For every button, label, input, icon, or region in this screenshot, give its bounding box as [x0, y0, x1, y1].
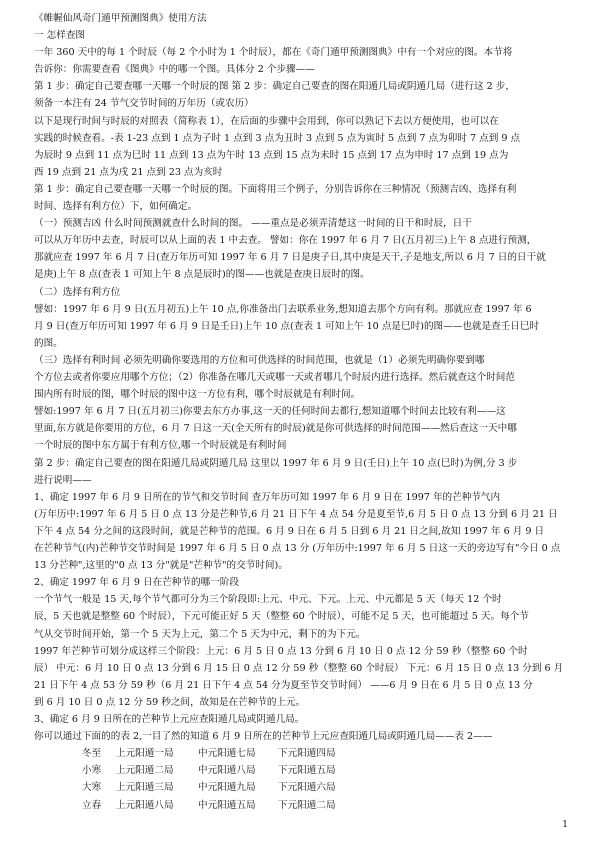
- text-line: 一年 360 天中的每 1 个时辰（每 2 个小时为 1 个时辰），都在《奇门遁甲预测图典》中有一个对应的图。本节将: [34, 47, 513, 59]
- text-line: 到 6 月 10 日 0 点 12 分 59 秒之间，故知是在芒种节的上元。: [34, 696, 306, 708]
- text-line: 21 日下午 4 点 53 分 59 秒（6 月 21 日下午 4 点 54 分为夏至节交节时间） ——6 月 9 日在 6 月 5 日 0 点 13 分: [34, 679, 533, 691]
- text-line: 1、确定 1997 年 6 月 9 日所在的节气和交节时间 查万年历可知 1997 年 6 月 9 日在 1997 年的芒种节气内: [34, 491, 501, 503]
- text-line: 一个节气一般是 15 天,每个节气都可分为三个阶段即:上元、中元、下元。上元、中元都是 5 天（每天 12 个时: [34, 594, 502, 606]
- text-line: 围内所有时辰的图，哪个时辰的图中这一方位有利，哪个时辰就是有利时间。: [34, 389, 361, 401]
- text-line: 以下是现行时间与时辰的对照表（简称表 1），在后面的步骤中会用到，你可以熟记下去以方便使用，也可以在: [34, 115, 499, 127]
- text-line: 辰，5 天也就是整整 60 个时辰），下元可能正好 5 天（整整 60 个时辰），可能不足 5 天，也可能超过 5 天。每个节: [34, 611, 529, 623]
- table-cell-ju: 上元阳遁三局: [116, 782, 174, 794]
- table-cell-ju: 下元阳遁六局: [278, 782, 336, 794]
- table-cell-ju: 中元阳遁五局: [198, 799, 256, 811]
- table-cell-jieqi: 冬至: [82, 748, 102, 760]
- text-line: 下午 4 点 54 分之间的这段时间，就是芒种节的范围。6 月 9 日在 6 月 5 日到 6 月 21 日之间,故知 1997 年 6 月 9 日: [34, 525, 545, 537]
- text-line: 时间、选择有利方位）下，如何确定。: [34, 201, 198, 212]
- table-cell-ju: 上元阳遁一局: [116, 748, 174, 760]
- text-line: 月 9 日(查万年历可知 1997 年 6 月 9 日是壬日)上午 10 点(查表 1 可知上午 10 点是巳时)的图——也就是查壬日巳时: [34, 320, 540, 332]
- table-cell-ju: 中元阳遁八局: [198, 765, 256, 777]
- text-line: (万年历中:1997 年 6 月 5 日 0 点 13 分是芒种节,6 月 21 日下午 4 点 54 分是夏至节,6 月 5 日 0 点 13 分到 6 月 21 日: [34, 508, 558, 520]
- text-line: 在芒种节气(内)芒种节交节时间是 1997 年 6 月 5 日 0 点 13 分 (万年历中:1997 年 6 月 5 日这一天的旁边写有"今日 0 点: [34, 543, 561, 554]
- document-title: 《帷幄仙风奇门遁甲预测图典》使用方法: [34, 13, 207, 24]
- text-line: 3、确定 6 月 9 日所在的芒种节上元应查阳遁几局或阴遁几局。: [34, 714, 305, 725]
- table-cell-ju: 上元阳遁八局: [116, 799, 174, 811]
- text-line: 2、确定 1997 年 6 月 9 日在芒种节的哪一阶段: [34, 577, 239, 589]
- text-line: 是庚)上午 8 点(查表 1 可知上午 8 点是辰时)的图——也就是查庚日辰时的图。: [34, 269, 370, 281]
- table-cell-ju: 下元阳遁四局: [278, 748, 336, 760]
- table-cell-ju: 下元阳遁五局: [278, 765, 336, 777]
- text-line: 可以从万年历中去查，时辰可以从上面的表 1 中去查。 譬如：你在 1997 年 6 月 7 日(五月初三)上午 8 点进行预测，: [34, 235, 537, 247]
- text-line: （一）预测吉凶 什么时间预测就查什么时间的图。 ——重点是必须弄清楚这一时间的日干和时辰，日干: [34, 218, 472, 230]
- text-line: 第 1 步：确定自己要查哪一天哪一个时辰的图 第 2 步：确定自己要查的图在阳遁几局或阴遁几局（进行这 2 步，: [34, 81, 515, 93]
- text-line: 一个时辰的图中东方属于有利方位,哪一个时辰就是有利时间: [34, 440, 287, 452]
- text-line: 个方位去或者你要应用哪个方位；（2）你准备在哪几天或哪一天或者哪几个时辰内进行选择。然后就查这个时间范: [34, 372, 515, 383]
- table-cell-ju: 中元阳遁九局: [198, 782, 256, 794]
- text-line: 譬如:1997 年 6 月 7 日(五月初三)你要去东方办事,这一天的任何时间去都行,想知道哪个时间去比较有利——这: [34, 406, 506, 418]
- text-line: （二）选择有利方位: [34, 286, 121, 298]
- text-line: 为辰时 9 点到 11 点为巳时 11 点到 13 点为午时 13 点到 15 点为未时 15 点到 17 点为申时 17 点到 19 点为: [34, 149, 509, 161]
- text-line: 须备一本注有 24 节气交节时间的万年历（或农历）: [34, 98, 254, 110]
- text-line: 你可以通过下面的的表 2,一目了然的知道 6 月 9 日所在的芒种节上元应查阳遁几局或阴遁几局——表 2——: [34, 731, 493, 743]
- table-cell-ju: 上元阳遁二局: [116, 765, 174, 777]
- text-line: 第 1 步：确定自己要查哪一天哪一个时辰的图。下面将用三个例子，分别告诉你在三种情况（预测吉凶、选择有利: [34, 183, 517, 195]
- table-cell-ju: 下元阳遁二局: [278, 799, 336, 811]
- text-line: 气从交节时间开始，第一个 5 天为上元，第二个 5 天为中元，剩下的为下元。: [34, 628, 366, 640]
- text-line: 酉 19 点到 21 点为戌 21 点到 23 点为亥时: [34, 166, 223, 178]
- text-line: 1997 年芒种节可划分成这样三个阶段：上元：6 月 5 日 0 点 13 分到 6 月 10 日 0 点 12 分 59 秒（整整 60 个时: [34, 645, 528, 657]
- table-cell-jieqi: 立春: [82, 799, 102, 811]
- text-line: 13 分芒种",这里的"0 点 13 分"就是"芒种节"的交节时间)。: [34, 560, 288, 572]
- text-line: 那就应查 1997 年 6 月 7 日(查万年历可知 1997 年 6 月 7 日是庚子日,其中庚是天干,子是地支,所以 6 月 7 日的日干就: [34, 252, 546, 264]
- text-line: 第 2 步：确定自己要查的图在阳遁几局或阴遁几局 这里以 1997 年 6 月 9 日(壬日)上午 10 点(巳时)为例,分 3 步: [34, 457, 518, 469]
- text-line: （三）选择有利时间 必须先明确你要选用的方位和可供选择的时间范围，也就是（1）必须先明确你要到哪: [34, 354, 485, 366]
- text-line: 辰） 中元：6 月 10 日 0 点 13 分到 6 月 15 日 0 点 12 分 59 秒（整整 60 个时辰） 下元：6 月 15 日 0 点 13 分到 6 月: [34, 662, 564, 674]
- text-line: 实践的时候查看。-表 1-23 点到 1 点为子时 1 点到 3 点为丑时 3 点到 5 点为寅时 5 点到 7 点为卯时 7 点到 9 点: [34, 132, 521, 144]
- text-line: 譬如：1997 年 6 月 9 日(五月初五)上午 10 点,你准备出门去联系业务,想知道去那个方向有利。那就应查 1997 年 6: [34, 303, 532, 315]
- table-cell-jieqi: 小寒: [82, 765, 102, 777]
- table-cell-jieqi: 大寒: [82, 782, 102, 794]
- text-line: 里面,东方就是你要用的方位，6 月 7 日这一天(全天所有的时辰)就是你可供选择的时间范围——然后查这一天中哪: [34, 423, 517, 435]
- text-line: 进行说明——: [34, 474, 92, 486]
- text-line: 告诉你：你需要查看《图典》中的哪一个图。具体分 2 个步骤——: [34, 64, 315, 76]
- text-line: 的图。: [34, 337, 63, 349]
- table-cell-ju: 中元阳遁七局: [198, 748, 256, 760]
- page-number: 1: [562, 820, 568, 830]
- text-line: 一 怎样查图: [34, 30, 86, 41]
